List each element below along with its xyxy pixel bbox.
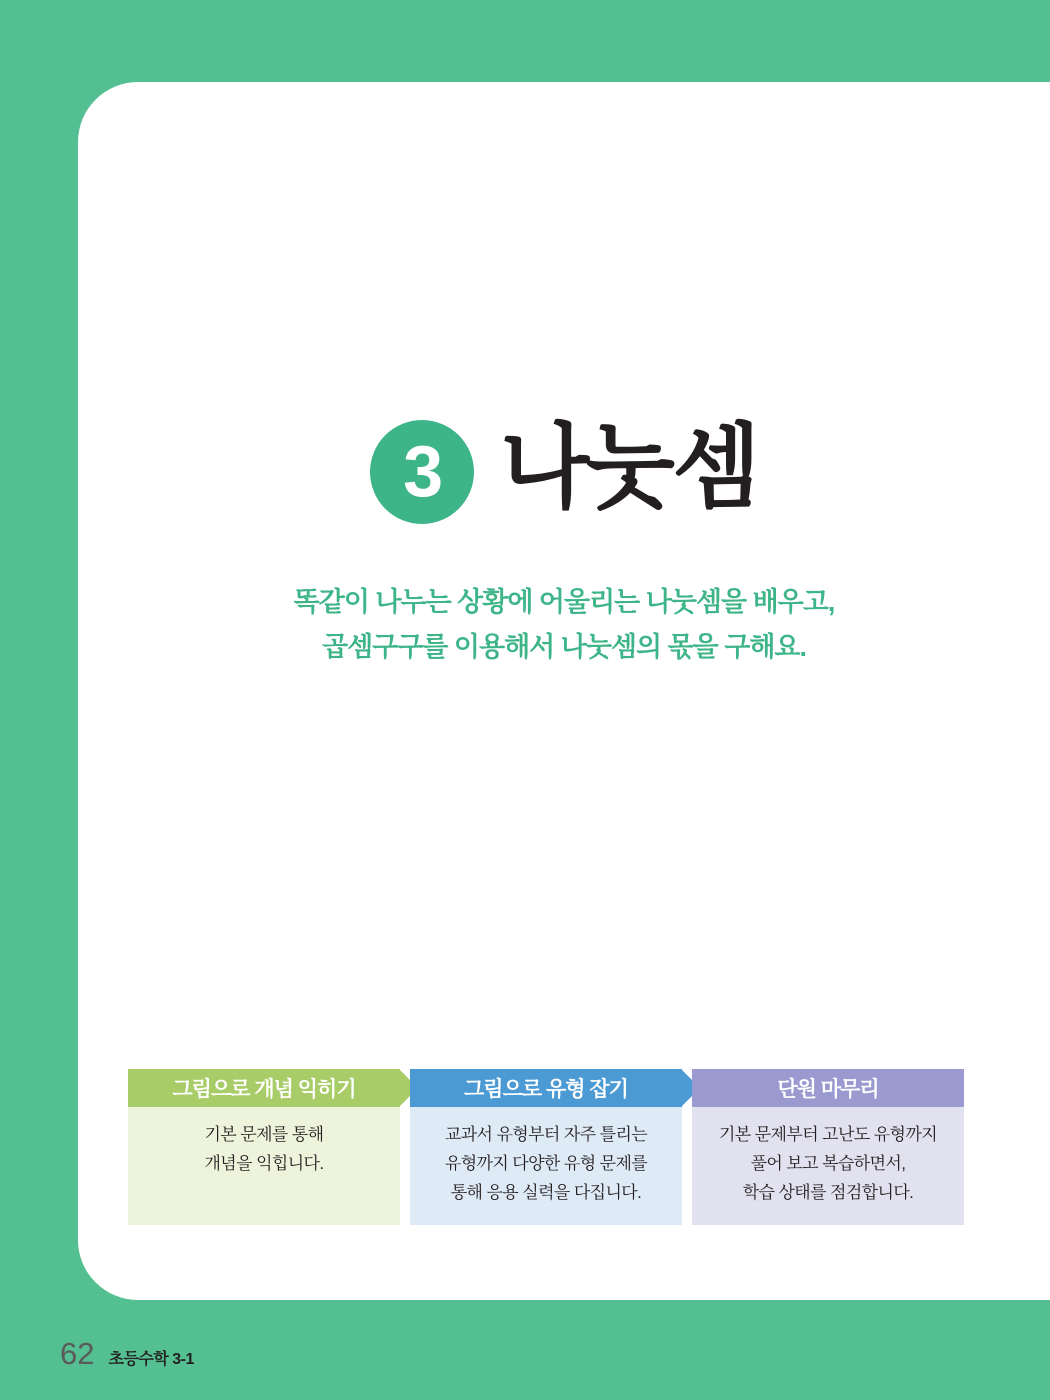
step-body-line-2: 풀어 보고 복습하면서, bbox=[750, 1153, 906, 1173]
step-header-label: 단원 마무리 bbox=[777, 1078, 879, 1101]
page-title: 나눗셈 bbox=[500, 417, 758, 519]
step-header-review bbox=[692, 1069, 964, 1107]
unit-subtitle-line-1: 똑같이 나누는 상황에 어울리는 나눗셈을 배우고, bbox=[293, 587, 835, 617]
step-body-concept bbox=[128, 1107, 400, 1225]
step-body-line-2: 개념을 익힙니다. bbox=[204, 1153, 324, 1173]
unit-number-badge: 3 bbox=[370, 420, 474, 524]
step-body-line-1: 기본 문제부터 고난도 유형까지 bbox=[718, 1125, 938, 1144]
step-body-line-1: 교과서 유형부터 자주 틀리는 bbox=[444, 1125, 648, 1144]
step-body-line-3: 학습 상태를 점검합니다. bbox=[742, 1182, 914, 1202]
step-body-line-1: 기본 문제를 통해 bbox=[204, 1125, 324, 1144]
step-header-label: 그림으로 개념 익히기 bbox=[172, 1078, 356, 1101]
unit-title-row bbox=[78, 417, 1050, 524]
step-card-concept bbox=[128, 1069, 400, 1225]
page-number: 62 bbox=[60, 1336, 95, 1371]
book-title: 초등수학 3-1 bbox=[108, 1351, 194, 1368]
learning-steps bbox=[128, 1069, 1008, 1225]
page-card bbox=[78, 82, 1050, 1300]
page-footer bbox=[60, 1336, 194, 1372]
step-body-review bbox=[692, 1107, 964, 1225]
step-body-line-3: 통해 응용 실력을 다집니다. bbox=[450, 1182, 642, 1202]
step-body-types bbox=[410, 1107, 682, 1225]
step-card-types bbox=[410, 1069, 682, 1225]
step-header-label: 그림으로 유형 잡기 bbox=[464, 1078, 628, 1101]
step-header-types bbox=[410, 1069, 682, 1107]
unit-subtitle bbox=[78, 580, 1050, 669]
step-body-line-2: 유형까지 다양한 유형 문제를 bbox=[444, 1153, 648, 1173]
step-card-review bbox=[692, 1069, 964, 1225]
step-header-concept bbox=[128, 1069, 400, 1107]
unit-subtitle-line-2: 곱셈구구를 이용해서 나눗셈의 몫을 구해요. bbox=[322, 631, 806, 662]
